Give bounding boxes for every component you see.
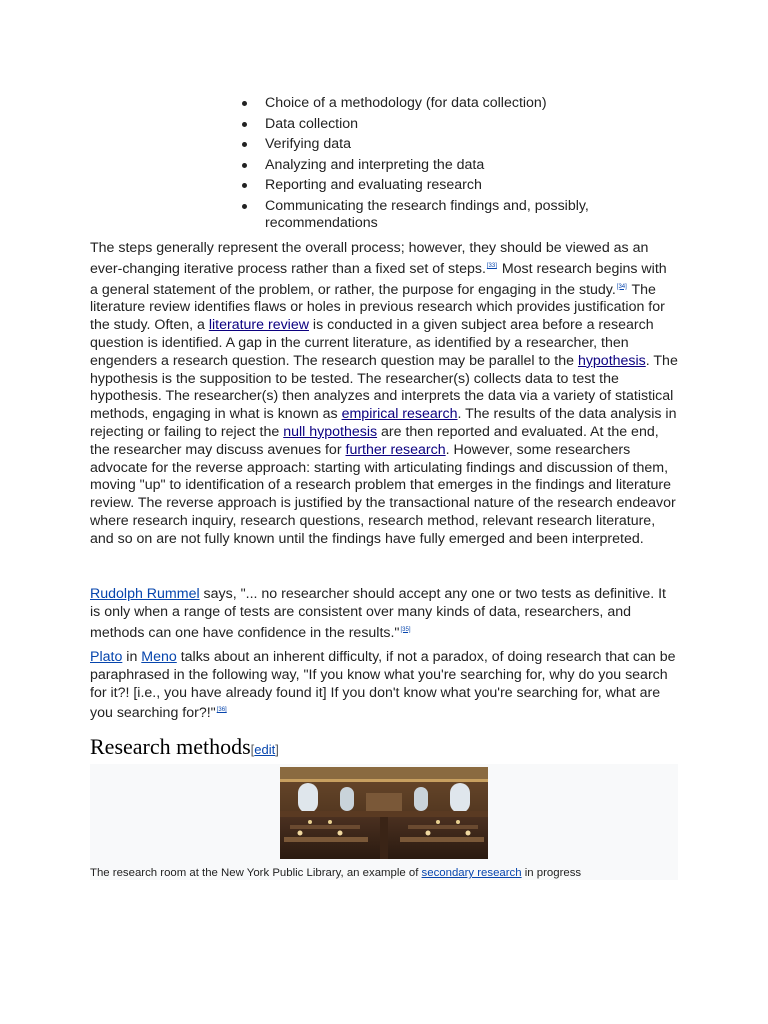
list-item: Reporting and evaluating research <box>240 177 620 195</box>
paragraph-text: are then reported and evaluated. At the end, the researcher may discuss avenues for <box>90 423 659 458</box>
citation-link[interactable]: [34] <box>616 283 627 290</box>
citation-link[interactable]: [33] <box>486 262 497 269</box>
paragraph-text: is conducted in a given subject area before a research question is identified. A gap in the current literature, as identified by a researcher, then engenders a research question. The research question may be parallel to the <box>90 317 654 369</box>
paragraph-text: talks about an inherent difficulty, if not a paradox, of doing research that can be paraphrased in the following way, "If you know what you're searching for, why do you search for it?! [i.e., you have already found it] If you don't know what you're searching for, what are you searching for?!" <box>90 649 676 722</box>
paragraph-text: Most research begins with a general statement of the problem, or rather, the purpose for engaging in the study. <box>90 260 667 298</box>
figure <box>90 764 678 880</box>
paragraph-text: . However, some researchers advocate for the reverse approach: starting with articulating findings and discussion of them, moving "up" to identification of a research problem that emerges in the findings and literature review. The reverse approach is justified by the transactional nature of the research endeavor where research inquiry, research questions, research method, relevant research literature, and so on are not fully known until the findings have fully emerged and been interpreted. <box>90 441 676 547</box>
paragraph-text: says, "... no researcher should accept any one or two tests as definitive. It is only when a range of tests are consistent over many kinds of data, researchers, and methods can one have confidence in the results." <box>90 586 666 641</box>
list-item: Analyzing and interpreting the data <box>240 157 620 175</box>
edit-bracket: [ <box>250 742 255 757</box>
paragraph-plato-meno <box>90 649 678 723</box>
edit-section-link[interactable]: edit <box>254 742 276 757</box>
link-secondary-research[interactable]: secondary research <box>421 867 522 879</box>
paragraph-rummel-quote <box>90 586 678 642</box>
citation-link[interactable]: [36] <box>216 707 227 714</box>
paragraph-research-process <box>90 240 678 549</box>
paragraph-text: in <box>122 649 142 665</box>
link-null-hypothesis[interactable]: null hypothesis <box>283 423 378 440</box>
link-plato[interactable]: Plato <box>90 649 123 665</box>
link-hypothesis[interactable]: hypothesis <box>577 352 646 369</box>
link-empirical-research[interactable]: empirical research <box>341 406 458 423</box>
reading-room-image <box>280 767 488 859</box>
edit-section <box>251 742 279 757</box>
library-photo[interactable] <box>280 767 488 859</box>
link-rudolph-rummel[interactable]: Rudolph Rummel <box>90 586 200 602</box>
citation-link[interactable]: [35] <box>400 626 411 633</box>
list-item: Choice of a methodology (for data collection) <box>240 95 620 113</box>
caption-text: in progress <box>521 867 582 879</box>
research-steps-list <box>240 95 620 236</box>
caption-text: The research room at the New York Public Library, an example of <box>90 867 422 879</box>
section-title: Research methods <box>90 734 251 759</box>
link-literature-review[interactable]: literature review <box>208 317 309 334</box>
paragraph-text: . The hypothesis is the supposition to be tested. The researcher(s) collects data to test the hypothesis. The researcher(s) then analyzes and interprets the data via a variety of statistical methods, engaging in what is known as <box>90 352 678 423</box>
paragraph-text: The steps generally represent the overall process; however, they should be viewed as an ever-changing iterative process rather than a fixed set of steps. <box>90 240 649 277</box>
list-item: Verifying data <box>240 136 620 154</box>
list-item: Communicating the research findings and, possibly, recommendations <box>240 198 620 233</box>
section-heading <box>90 733 678 768</box>
edit-bracket: ] <box>275 742 279 757</box>
paragraph-text: The literature review identifies flaws or holes in previous research which provides justification for the study. Often, a <box>90 281 665 334</box>
link-meno[interactable]: Meno <box>141 649 177 665</box>
figure-caption <box>90 866 678 880</box>
list-item: Data collection <box>240 116 620 134</box>
link-further-research[interactable]: further research <box>345 441 446 458</box>
paragraph-text: . The results of the data analysis in rejecting or failing to reject the <box>90 406 677 440</box>
